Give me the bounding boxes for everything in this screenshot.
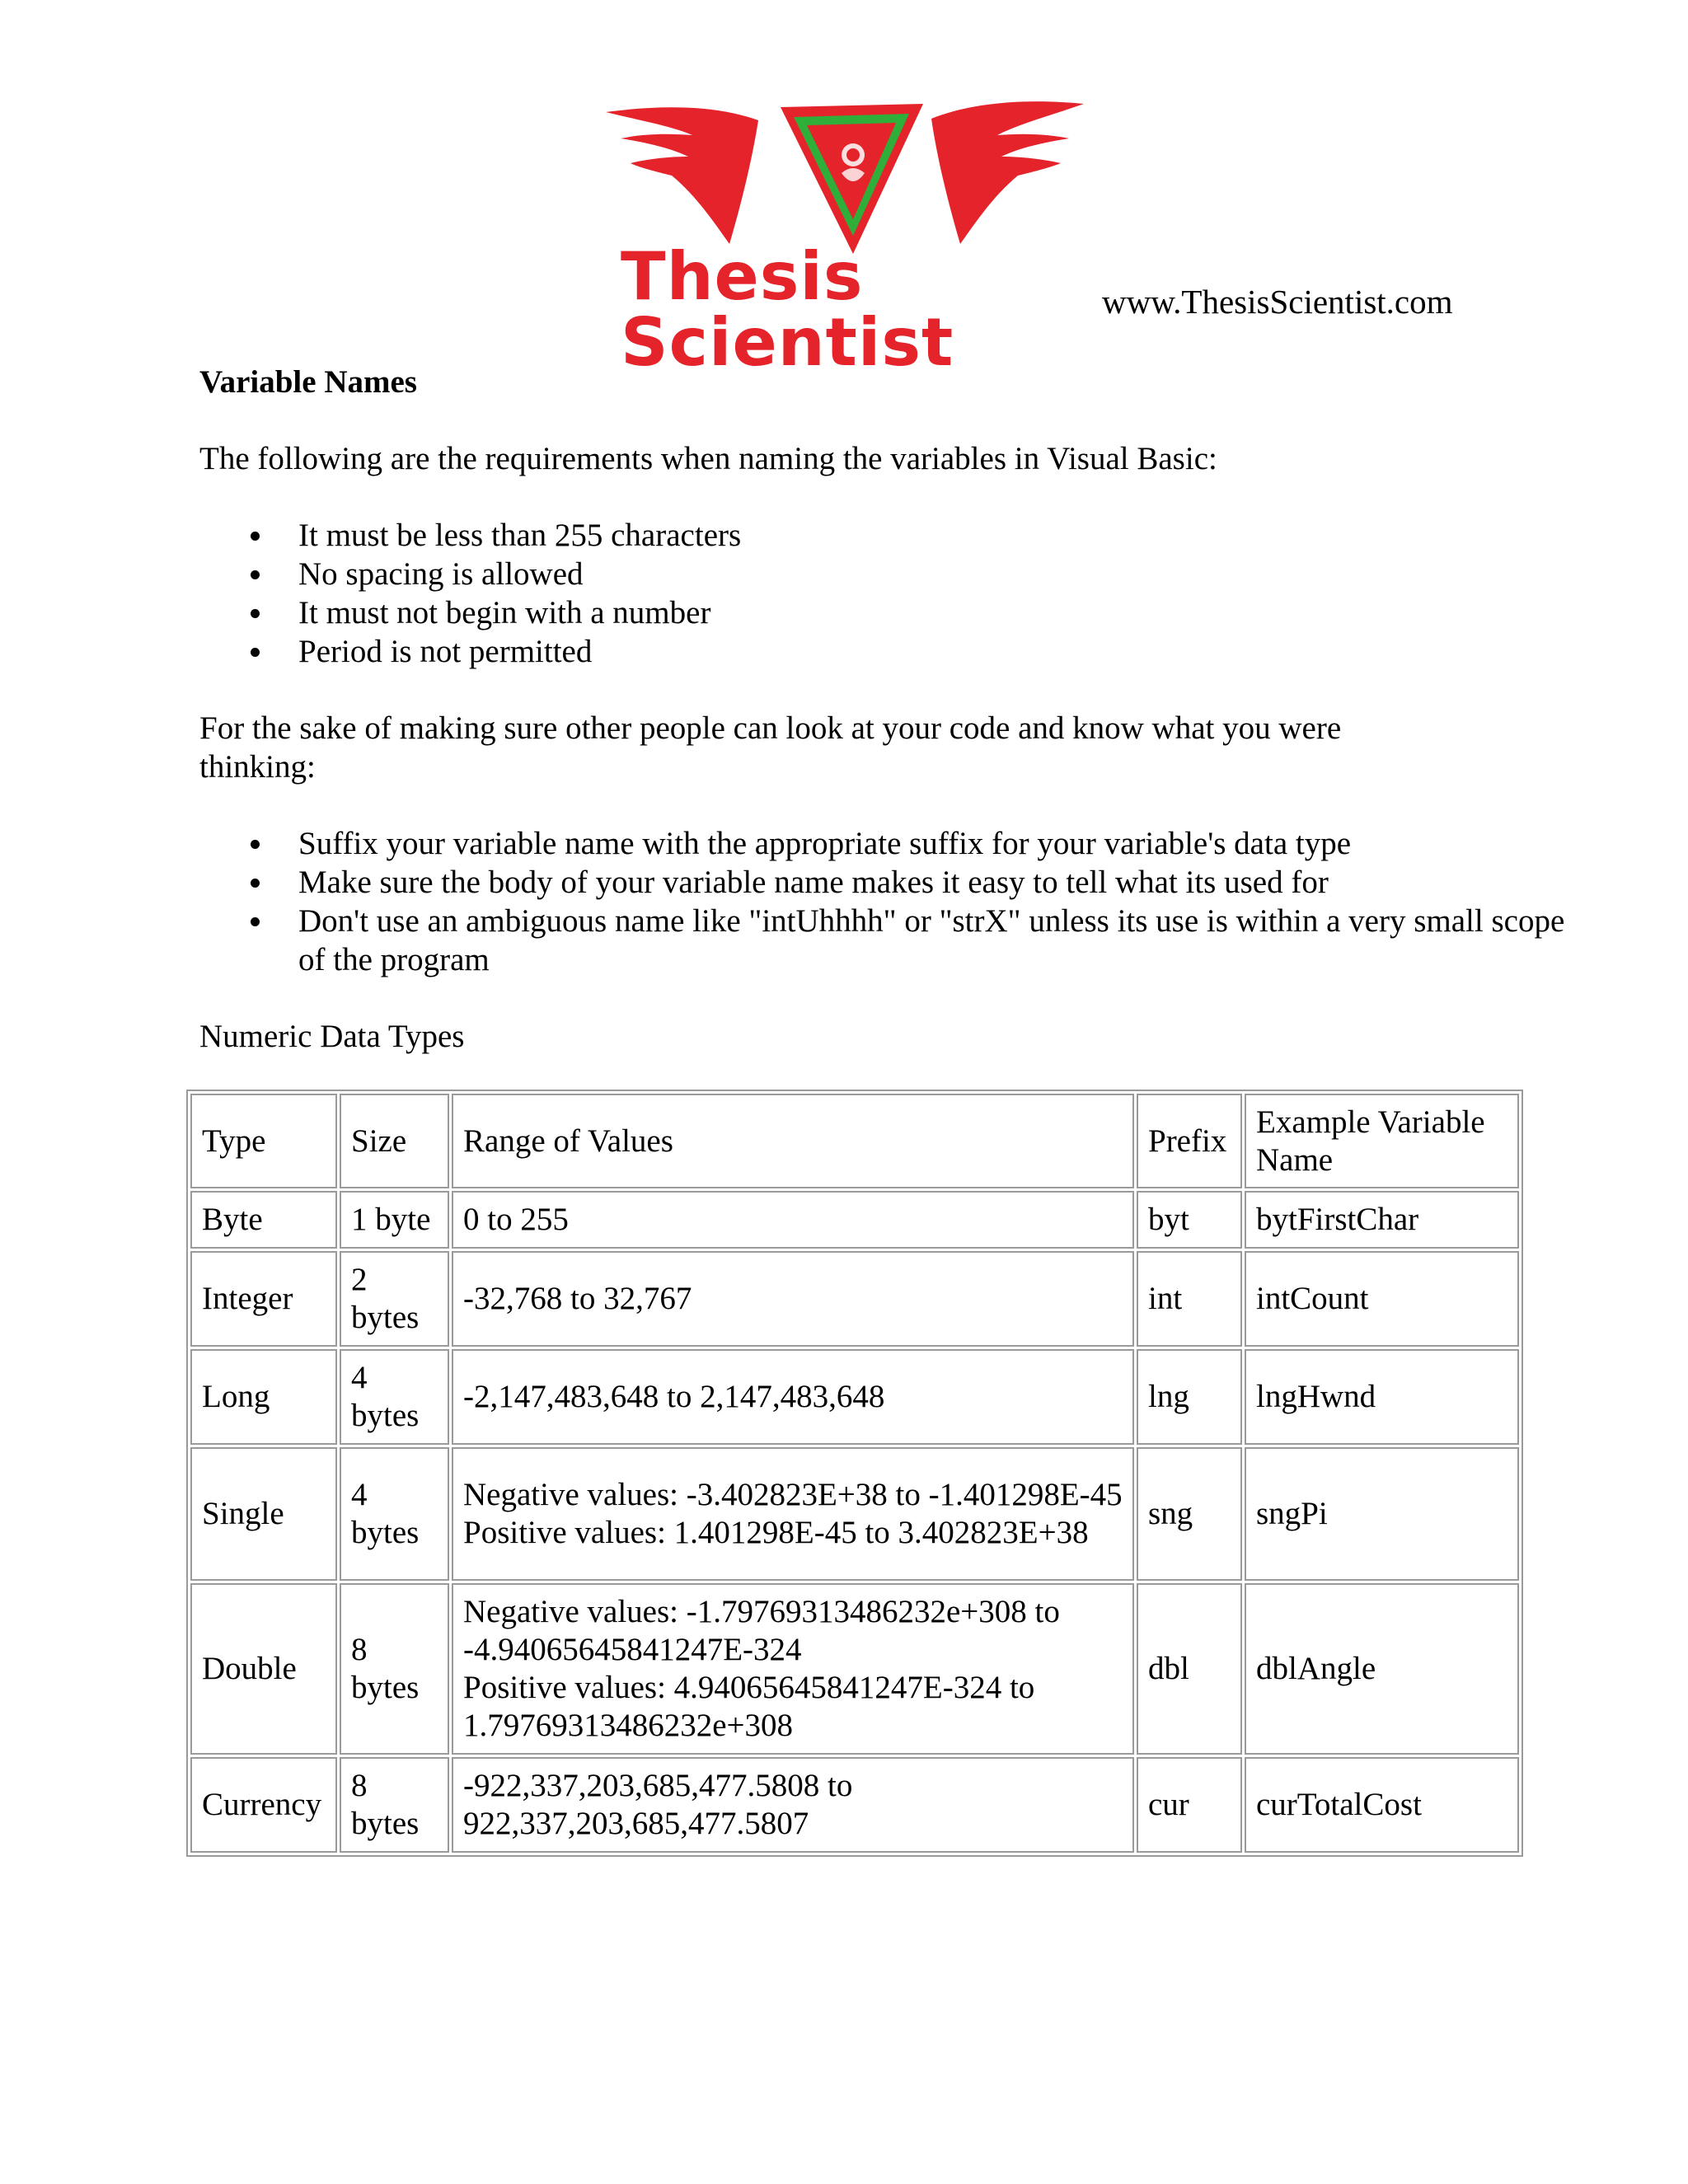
- cell-range: -922,337,203,685,477.5808 to 922,337,203,685,477.5807: [452, 1757, 1134, 1853]
- bullet-icon: [251, 648, 260, 657]
- table-caption: Numeric Data Types: [199, 1019, 465, 1054]
- cell-type: Currency: [190, 1757, 337, 1853]
- winged-triangle-logo-icon: [606, 97, 1084, 262]
- list-item: Suffix your variable name with the appropriate suffix for your variable's data type: [298, 824, 1568, 863]
- header-cell-range: Range of Values: [452, 1094, 1134, 1188]
- cell-type: Long: [190, 1349, 337, 1445]
- advice-list: [199, 824, 1565, 979]
- list-item: It must not begin with a number: [298, 593, 1518, 632]
- bullet-icon: [251, 840, 260, 849]
- table-row: [190, 1191, 1519, 1249]
- cell-example: lngHwnd: [1245, 1349, 1519, 1445]
- cell-size: 4 bytes: [340, 1447, 449, 1581]
- numeric-data-types-table: [186, 1090, 1523, 1857]
- cell-type: Single: [190, 1447, 337, 1581]
- cell-size: 2 bytes: [340, 1251, 449, 1347]
- list-item: Period is not permitted: [298, 632, 1518, 671]
- table-row: [190, 1447, 1519, 1581]
- document-body: [199, 363, 1565, 1056]
- header-cell-size: Size: [340, 1094, 449, 1188]
- cell-range: Negative values: -3.402823E+38 to -1.401298E-45 Positive values: 1.401298E-45 to 3.402823E+38: [452, 1447, 1134, 1581]
- list-item: Make sure the body of your variable name makes it easy to tell what its used for: [298, 863, 1568, 902]
- cell-example: dblAngle: [1245, 1583, 1519, 1755]
- bullet-icon: [251, 879, 260, 888]
- cell-range: Negative values: -1.79769313486232e+308 to -4.94065645841247E-324 Positive values: 4.94065645841247E-324 to 1.79769313486232e+308: [452, 1583, 1134, 1755]
- logo-wordmark: Thesis Scientist: [621, 238, 954, 381]
- bullet-icon: [251, 917, 260, 926]
- cell-prefix: int: [1137, 1251, 1242, 1347]
- bullet-icon: [251, 532, 260, 541]
- cell-example: sngPi: [1245, 1447, 1519, 1581]
- cell-prefix: dbl: [1137, 1583, 1242, 1755]
- table-row: [190, 1757, 1519, 1853]
- cell-example: intCount: [1245, 1251, 1519, 1347]
- cell-prefix: sng: [1137, 1447, 1242, 1581]
- cell-prefix: lng: [1137, 1349, 1242, 1445]
- website-url: www.ThesisScientist.com: [1102, 283, 1453, 321]
- cell-prefix: byt: [1137, 1191, 1242, 1249]
- list-item: Don't use an ambiguous name like "intUhhhh" or "strX" unless its use is within a very small scope of the program: [298, 902, 1568, 979]
- table-row: [190, 1583, 1519, 1755]
- table-header-row: [190, 1094, 1519, 1188]
- cell-size: 8 bytes: [340, 1583, 449, 1755]
- header-cell-type: Type: [190, 1094, 337, 1188]
- bullet-icon: [251, 570, 260, 579]
- header-cell-prefix: Prefix: [1137, 1094, 1242, 1188]
- cell-range: -32,768 to 32,767: [452, 1251, 1134, 1347]
- requirements-list: [199, 516, 1518, 671]
- cell-size: 4 bytes: [340, 1349, 449, 1445]
- cell-type: Double: [190, 1583, 337, 1755]
- list-item: No spacing is allowed: [298, 555, 1518, 593]
- cell-range: 0 to 255: [452, 1191, 1134, 1249]
- cell-range: -2,147,483,648 to 2,147,483,648: [452, 1349, 1134, 1445]
- cell-example: curTotalCost: [1245, 1757, 1519, 1853]
- thesis-scientist-logo: [606, 97, 1084, 381]
- bullet-icon: [251, 609, 260, 618]
- advice-intro-paragraph: For the sake of making sure other people can look at your code and know what you were thinking:: [199, 710, 1342, 785]
- table-row: [190, 1251, 1519, 1347]
- intro-paragraph: The following are the requirements when naming the variables in Visual Basic:: [199, 441, 1217, 476]
- cell-prefix: cur: [1137, 1757, 1242, 1853]
- section-title: Variable Names: [199, 364, 417, 400]
- cell-type: Byte: [190, 1191, 337, 1249]
- cell-size: 1 byte: [340, 1191, 449, 1249]
- cell-size: 8 bytes: [340, 1757, 449, 1853]
- cell-type: Integer: [190, 1251, 337, 1347]
- cell-example: bytFirstChar: [1245, 1191, 1519, 1249]
- list-item: It must be less than 255 characters: [298, 516, 1518, 555]
- table-row: [190, 1349, 1519, 1445]
- header-cell-example: Example Variable Name: [1245, 1094, 1519, 1188]
